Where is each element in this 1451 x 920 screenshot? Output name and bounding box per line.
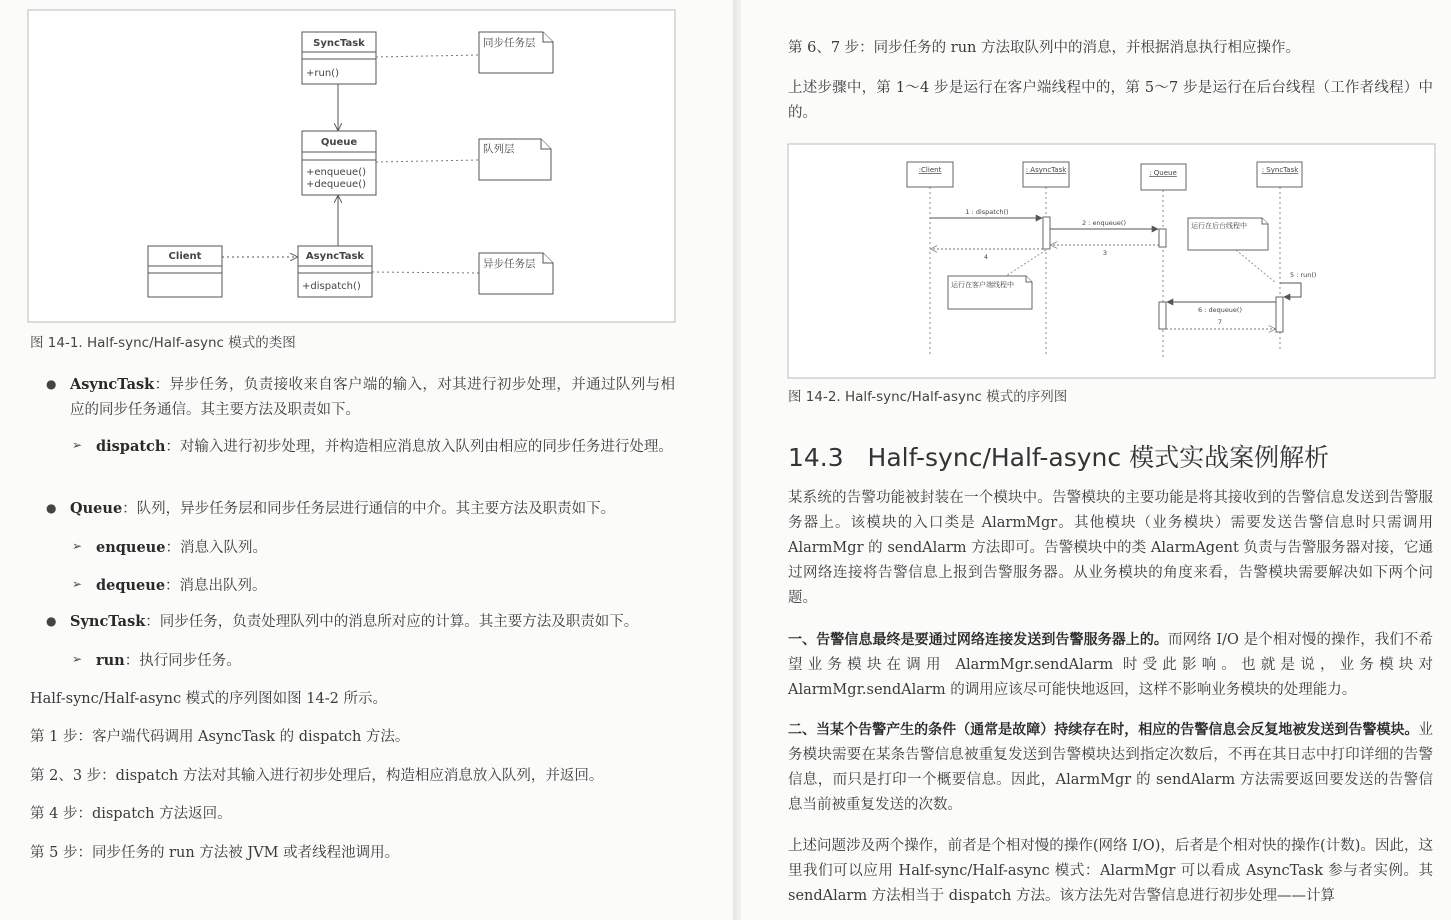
note-client-thread: 运行在客户端线程中 — [951, 281, 1014, 289]
client-name: Client — [168, 251, 202, 262]
lifeline-synctask: : SyncTask — [1261, 166, 1299, 174]
note-shapes — [479, 32, 553, 294]
sequence-diagram — [741, 0, 1451, 390]
sub-bullet-dequeue: dequeue：消息出队列。 — [96, 577, 267, 594]
conclusion-paragraph: 上述问题涉及两个操作，前者是个相对慢的操作(网络 I/O)，后者是个相对快的操作(计数)。因此，这里我们可以应用 Half-sync/Half-async 模式：AlarmMgr 可以看成 AsyncTask 参与者实例。其 sendAlarm 方法相当于 dispatch 方法。该方法先对告警信息进行初步处理——计算 — [788, 838, 1433, 904]
paragraph: 第 4 步：dispatch 方法返回。 — [30, 806, 232, 822]
synctask-method: +run() — [306, 68, 339, 79]
queue-name: Queue — [320, 137, 358, 148]
lifeline-client: :Client — [918, 166, 942, 174]
page-gutter — [733, 0, 741, 920]
bullet-queue: Queue：队列，异步任务层和同步任务层进行通信的中介。其主要方法及职责如下。 — [70, 500, 616, 517]
arrow-bullet-icon: ➢ — [72, 438, 83, 452]
paragraph: 第 2、3 步：dispatch 方法对其输入进行初步处理后，构造相应消息放入队列，并返回。 — [30, 768, 604, 784]
sub-bullet-enqueue: enqueue：消息入队列。 — [96, 539, 267, 556]
figure-14-1-caption: 图 14-1. Half-sync/Half-async 模式的类图 — [30, 335, 296, 351]
message-4: 4 — [983, 253, 989, 261]
arrow-bullet-icon: ➢ — [72, 577, 83, 591]
issue-1-paragraph: 一、告警信息最终是要通过网络连接发送到告警服务器上的。而网络 I/O 是个相对慢的操作，我们不希望业务模块在调用 AlarmMgr.sendAlarm 时受此影响。也就是说，业务模块对 AlarmMgr.sendAlarm 的调用应该尽可能快地返回，这样不影响业务模块的处理能力。 — [788, 632, 1434, 698]
figure-14-2-caption: 图 14-2. Half-sync/Half-async 模式的序列图 — [788, 389, 1068, 405]
message-6: 6 : dequeue() — [1197, 306, 1243, 314]
queue-method-enqueue: +enqueue() — [306, 167, 366, 178]
queue-method-dequeue: +dequeue() — [306, 179, 367, 190]
right-page — [741, 0, 1451, 920]
paragraph: 第 6、7 步：同步任务的 run 方法取队列中的消息，并根据消息执行相应操作。 — [788, 40, 1300, 56]
synctask-name: SyncTask — [313, 38, 365, 49]
bullet-icon: ● — [46, 614, 57, 628]
note-background-thread: 运行在后台线程中 — [1191, 222, 1247, 230]
message-1: 1 : dispatch() — [965, 208, 1009, 216]
bullet-icon: ● — [46, 501, 57, 515]
arrow-bullet-icon: ➢ — [72, 539, 83, 553]
message-7: 7 — [1217, 318, 1223, 326]
paragraph: 第 1 步：客户端代码调用 AsyncTask 的 dispatch 方法。 — [30, 729, 410, 745]
paragraph: Half-sync/Half-async 模式的序列图如图 14-2 所示。 — [30, 691, 387, 707]
section-heading: 14.3 Half-sync/Half-async 模式实战案例解析 — [788, 443, 1330, 472]
intro-paragraph: 某系统的告警功能被封装在一个模块中。告警模块的主要功能是将其接收到的告警信息发送到告警服务器上。该模块的入口类是 AlarmMgr。其他模块（业务模块）需要发送告警信息时只需调用 AlarmMgr 的 sendAlarm 方法即可。告警模块中的类 AlarmAgent 负责与告警服务器对接，它通过网络连接将告警信息上报到告警服务器。从业务模块的角度来看，告警模块需要解决如下两个问题。 — [788, 490, 1433, 606]
paragraph: 第 5 步：同步任务的 run 方法被 JVM 或者线程池调用。 — [30, 845, 400, 861]
message-2: 2 : enqueue() — [1081, 219, 1127, 227]
bullet-synctask: SyncTask：同步任务，负责处理队列中的消息所对应的计算。其主要方法及职责如下。 — [70, 613, 639, 630]
class-diagram — [0, 0, 733, 330]
note-async-layer: 异步任务层 — [483, 258, 536, 270]
arrow-bullet-icon: ➢ — [72, 652, 83, 666]
sub-bullet-run: run：执行同步任务。 — [96, 652, 241, 669]
message-5: 5 : run() — [1290, 271, 1317, 279]
asynctask-method: +dispatch() — [302, 281, 361, 292]
message-3: 3 — [1102, 249, 1108, 257]
lifeline-asynctask: : AsyncTask — [1025, 166, 1067, 174]
bullet-icon: ● — [46, 377, 57, 391]
note-queue-layer: 队列层 — [483, 143, 515, 155]
bullet-asynctask: AsyncTask：异步任务，负责接收来自客户端的输入，对其进行初步处理，并通过队列与相应的同步任务通信。其主要方法及职责如下。 — [70, 376, 675, 418]
paragraph: 上述步骤中，第 1～4 步是运行在客户端线程中的，第 5～7 步是运行在后台线程（工作者线程）中的。 — [788, 80, 1433, 121]
note-sync-layer: 同步任务层 — [483, 37, 536, 49]
issue-2-paragraph: 二、当某个告警产生的条件（通常是故障）持续存在时，相应的告警信息会反复地被发送到告警模块。业务模块需要在某条告警信息被重复发送到告警模块达到指定次数后，不再在其日志中打印详细的告警信息，而只是打印一个概要信息。因此，AlarmMgr 的 sendAlarm 方法需要返回要发送的告警信息当前被重复发送的次数。 — [788, 722, 1433, 813]
asynctask-name: AsyncTask — [305, 251, 365, 262]
lifeline-queue: : Queue — [1149, 169, 1177, 177]
sub-bullet-dispatch: dispatch：对输入进行初步处理，并构造相应消息放入队列由相应的同步任务进行处理。 — [96, 438, 673, 455]
